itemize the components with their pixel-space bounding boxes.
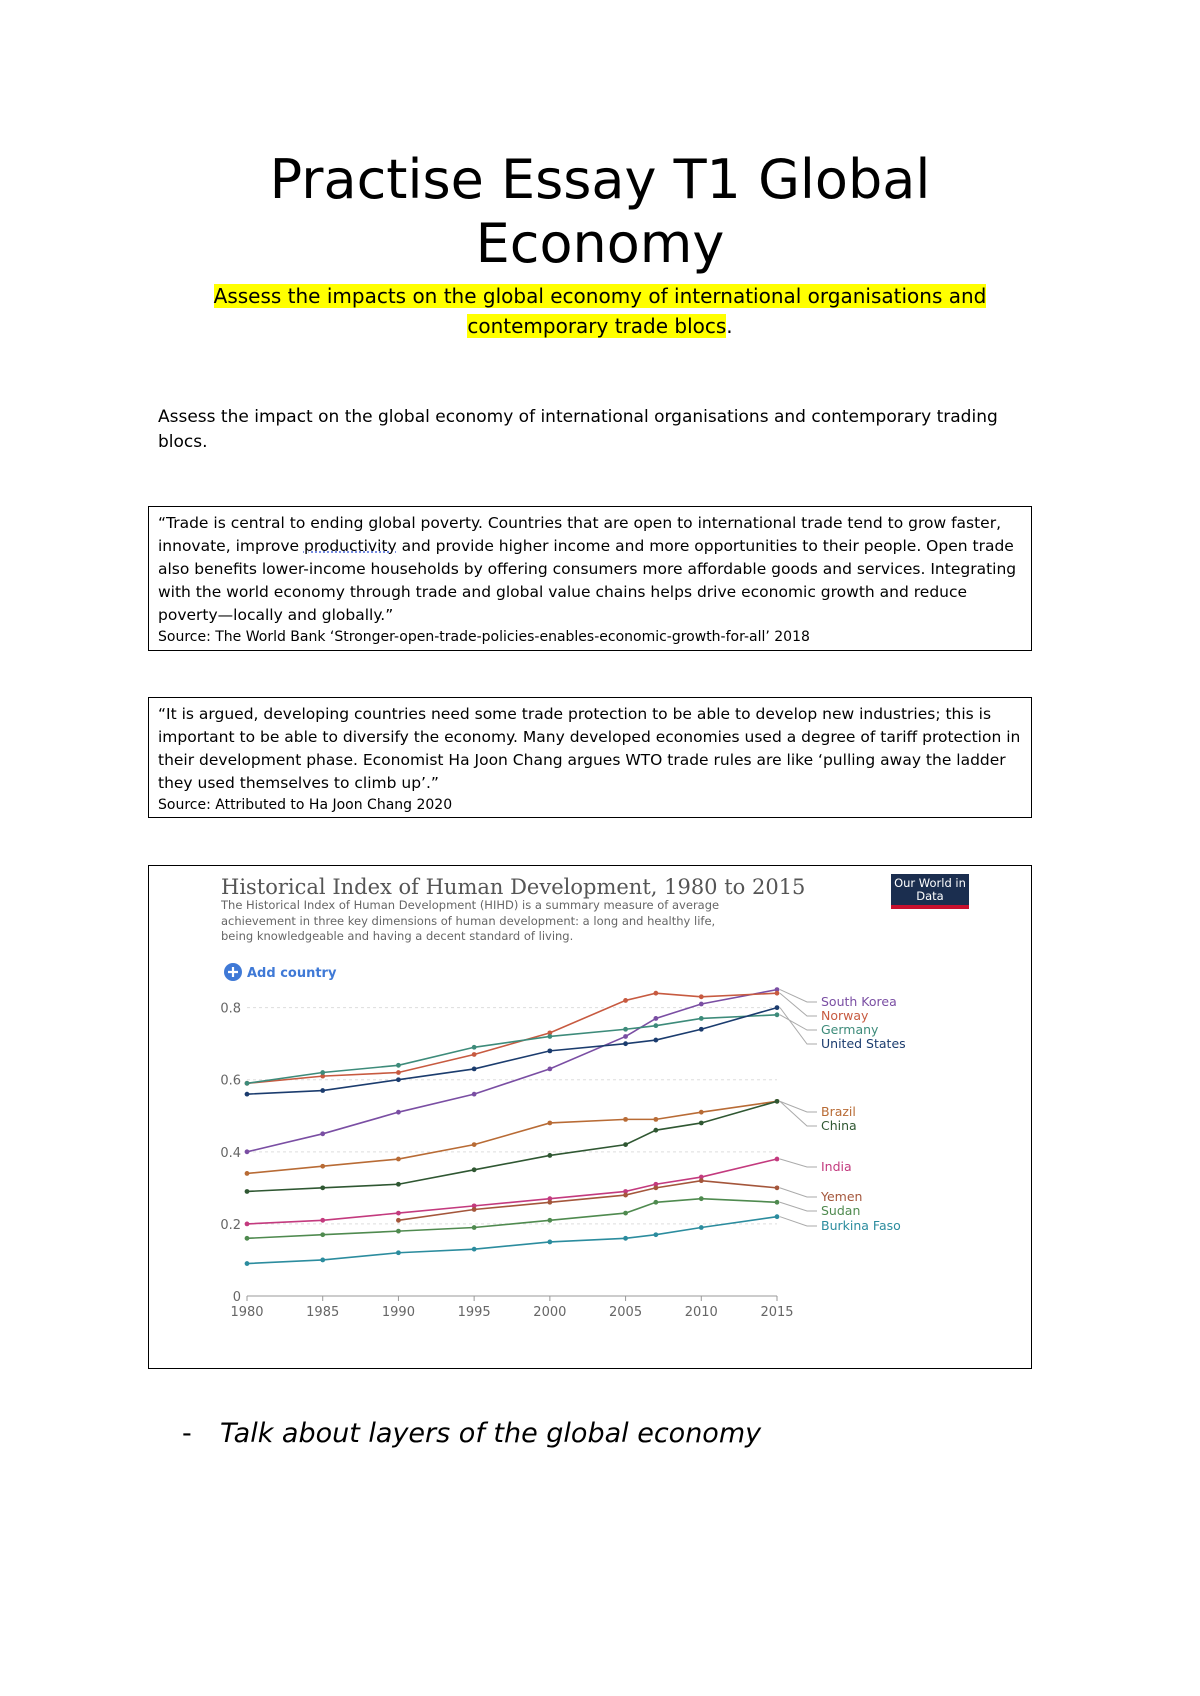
data-point bbox=[547, 1067, 552, 1072]
data-point bbox=[775, 1099, 780, 1104]
label-connector bbox=[780, 1101, 817, 1126]
data-point bbox=[775, 1185, 780, 1190]
data-point bbox=[547, 1121, 552, 1126]
data-point bbox=[472, 1247, 477, 1252]
data-point bbox=[472, 1067, 477, 1072]
series-label: China bbox=[821, 1118, 857, 1133]
quote-text-continued: and provide higher income and more opportunities to their people. Open trade also benefits lower-income households by offering consumers more affordable goods and services. Integrating with the world economy through trade and global value chains helps drive economic growth and reduce poverty—locally and globally.” bbox=[158, 537, 1017, 624]
hihd-line-chart bbox=[149, 866, 1032, 1369]
data-point bbox=[472, 1052, 477, 1057]
data-point bbox=[320, 1164, 325, 1169]
data-point bbox=[653, 1023, 658, 1028]
data-point bbox=[775, 1005, 780, 1010]
data-point bbox=[699, 1196, 704, 1201]
data-point bbox=[623, 1193, 628, 1198]
data-point bbox=[320, 1258, 325, 1263]
data-point bbox=[775, 1200, 780, 1205]
data-point bbox=[699, 1002, 704, 1007]
chart-subtitle-wrap bbox=[221, 898, 741, 954]
data-point bbox=[699, 1225, 704, 1230]
series-label: India bbox=[821, 1159, 852, 1174]
data-point bbox=[472, 1225, 477, 1230]
y-tick-label: 0.4 bbox=[220, 1145, 241, 1161]
data-point bbox=[245, 1261, 250, 1266]
highlighted-prompt: Assess the impacts on the global economy of international organisations and contemporary trade blocs bbox=[213, 284, 987, 338]
data-point bbox=[396, 1110, 401, 1115]
data-point bbox=[472, 1167, 477, 1172]
bullet-point bbox=[182, 1418, 761, 1449]
y-tick-label: 0.2 bbox=[220, 1217, 241, 1233]
data-point bbox=[320, 1088, 325, 1093]
label-connector bbox=[780, 1217, 817, 1226]
series-line-india bbox=[247, 1159, 777, 1224]
data-point bbox=[653, 991, 658, 996]
data-point bbox=[396, 1070, 401, 1075]
x-tick-label: 2000 bbox=[533, 1305, 567, 1320]
data-point bbox=[245, 1189, 250, 1194]
data-point bbox=[472, 1045, 477, 1050]
series-label: United States bbox=[821, 1036, 906, 1051]
data-point bbox=[653, 1232, 658, 1237]
x-tick-label: 1985 bbox=[306, 1305, 340, 1320]
data-point bbox=[472, 1142, 477, 1147]
essay-question: Assess the impact on the global economy of international organisations and contemporary trading blocs. bbox=[158, 407, 998, 452]
data-point bbox=[396, 1157, 401, 1162]
y-tick-label: 0.8 bbox=[220, 1001, 241, 1017]
data-point bbox=[699, 994, 704, 999]
label-connector bbox=[780, 990, 817, 1002]
data-point bbox=[320, 1185, 325, 1190]
data-point bbox=[472, 1207, 477, 1212]
world-bank-quote bbox=[158, 512, 1022, 627]
label-connector bbox=[780, 1008, 817, 1044]
x-tick-label: 2010 bbox=[684, 1305, 718, 1320]
chart-title: Historical Index of Human Development, 1980 to 2015 bbox=[221, 875, 806, 899]
data-point bbox=[547, 1218, 552, 1223]
ha-joon-chang-quote: “It is argued, developing countries need some trade protection to be able to develop new industries; this is important to be able to diversify the economy. Many developed economies used a degree of tariff protection in their development phase. Economist Ha Joon Chang argues WTO trade rules are like ‘pulling away the ladder they used themselves to climb up’.” bbox=[158, 705, 1021, 792]
data-point bbox=[623, 1041, 628, 1046]
series-label: South Korea bbox=[821, 994, 897, 1009]
series-label: Brazil bbox=[821, 1104, 856, 1119]
series-line-norway bbox=[247, 993, 777, 1083]
series-label: Sudan bbox=[821, 1203, 861, 1218]
label-connector bbox=[780, 1015, 817, 1030]
data-point bbox=[396, 1182, 401, 1187]
data-point bbox=[547, 1153, 552, 1158]
x-tick-label: 2005 bbox=[609, 1305, 643, 1320]
data-point bbox=[699, 1110, 704, 1115]
data-point bbox=[653, 1117, 658, 1122]
label-connector bbox=[780, 1159, 817, 1167]
data-point bbox=[245, 1081, 250, 1086]
data-point bbox=[320, 1218, 325, 1223]
series-line-yemen bbox=[398, 1181, 777, 1221]
plot-area bbox=[220, 987, 905, 1320]
bullet-dash: - bbox=[182, 1418, 192, 1449]
x-tick-label: 1990 bbox=[381, 1305, 415, 1320]
data-point bbox=[699, 1016, 704, 1021]
data-point bbox=[623, 1142, 628, 1147]
series-line-germany bbox=[247, 1015, 777, 1083]
data-point bbox=[653, 1128, 658, 1133]
data-point bbox=[623, 1117, 628, 1122]
data-point bbox=[699, 1027, 704, 1032]
add-country-label: Add country bbox=[247, 966, 337, 981]
page-title: Practise Essay T1 Global Economy bbox=[269, 148, 931, 275]
data-point bbox=[396, 1077, 401, 1082]
world-bank-quote-box bbox=[148, 506, 1032, 651]
chart-subtitle: The Historical Index of Human Development (HIHD) is a summary measure of average achievement in three key dimensions of human development: a long and healthy life, being knowledgeable and having a decent standard of living. bbox=[221, 898, 720, 943]
x-tick-label: 1995 bbox=[457, 1305, 491, 1320]
data-point bbox=[547, 1200, 552, 1205]
ha-joon-chang-source: Source: Attributed to Ha Joon Chang 2020 bbox=[158, 797, 453, 813]
data-point bbox=[623, 1034, 628, 1039]
data-point bbox=[396, 1250, 401, 1255]
data-point bbox=[472, 1092, 477, 1097]
x-tick-label: 2015 bbox=[760, 1305, 794, 1320]
series-label: Burkina Faso bbox=[821, 1218, 901, 1233]
hihd-chart-figure bbox=[148, 865, 1032, 1369]
data-point bbox=[396, 1229, 401, 1234]
data-point bbox=[623, 1236, 628, 1241]
data-point bbox=[653, 1185, 658, 1190]
bullet-text: Talk about layers of the global economy bbox=[220, 1418, 762, 1449]
label-connector bbox=[780, 1202, 817, 1211]
ha-joon-chang-quote-box bbox=[148, 697, 1032, 818]
data-point bbox=[775, 1157, 780, 1162]
data-point bbox=[320, 1070, 325, 1075]
world-bank-source: Source: The World Bank ‘Stronger-open-trade-policies-enables-economic-growth-for-all’ 2018 bbox=[158, 629, 810, 645]
data-point bbox=[245, 1092, 250, 1097]
series-label: Germany bbox=[821, 1022, 879, 1037]
data-point bbox=[396, 1211, 401, 1216]
label-connector bbox=[780, 993, 817, 1016]
data-point bbox=[547, 1034, 552, 1039]
data-point bbox=[699, 1121, 704, 1126]
data-point bbox=[320, 1131, 325, 1136]
logo-text-wrap bbox=[891, 874, 969, 906]
data-point bbox=[653, 1200, 658, 1205]
data-point bbox=[775, 991, 780, 996]
data-point bbox=[623, 1211, 628, 1216]
data-point bbox=[245, 1236, 250, 1241]
data-point bbox=[547, 1048, 552, 1053]
x-tick-label: 1980 bbox=[230, 1305, 264, 1320]
data-point bbox=[699, 1178, 704, 1183]
data-point bbox=[396, 1063, 401, 1068]
quote-text: “Trade is central to ending global poverty. Countries that are open to international trade tend to grow faster, innovate, improve bbox=[158, 514, 1002, 555]
our-world-in-data-logo bbox=[891, 874, 969, 909]
add-country-button[interactable] bbox=[224, 963, 337, 981]
label-connector bbox=[780, 1188, 817, 1197]
data-point bbox=[653, 1016, 658, 1021]
essay-prompt bbox=[140, 281, 1060, 341]
y-tick-label: 0.6 bbox=[220, 1073, 241, 1089]
data-point bbox=[623, 998, 628, 1003]
data-point bbox=[775, 1012, 780, 1017]
series-line-south-korea bbox=[247, 990, 777, 1152]
series-label: Yemen bbox=[821, 1189, 863, 1204]
data-point bbox=[653, 1038, 658, 1043]
data-point bbox=[320, 1232, 325, 1237]
data-point bbox=[245, 1149, 250, 1154]
data-point bbox=[245, 1222, 250, 1227]
prompt-period: . bbox=[726, 314, 733, 338]
data-point bbox=[396, 1218, 401, 1223]
data-point bbox=[245, 1171, 250, 1176]
data-point bbox=[775, 1214, 780, 1219]
y-tick-label: 0 bbox=[232, 1290, 241, 1305]
series-label: Norway bbox=[821, 1008, 869, 1023]
series-line-sudan bbox=[247, 1199, 777, 1239]
data-point bbox=[547, 1240, 552, 1245]
spellcheck-flagged-word: productivity bbox=[303, 537, 397, 555]
logo-text: Our World in Data bbox=[894, 876, 966, 903]
data-point bbox=[623, 1027, 628, 1032]
